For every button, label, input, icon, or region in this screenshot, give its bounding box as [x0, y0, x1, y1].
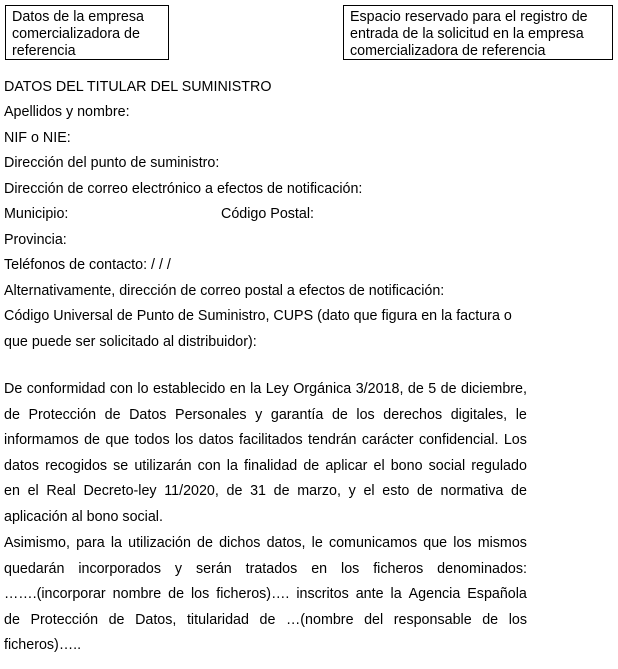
phones-field-label: Teléfonos de contacto: / / /: [4, 257, 171, 273]
paragraph-line: [4, 479, 527, 505]
word: de: [108, 611, 125, 628]
word: y: [348, 483, 356, 500]
word: de: [482, 611, 499, 628]
paragraph-line: [4, 531, 527, 557]
word: derechos: [383, 406, 443, 423]
word: Protección: [28, 406, 97, 423]
nif-field-label: NIF o NIE:: [4, 130, 71, 146]
paragraph-line-text: aplicación al bono social.: [4, 508, 163, 525]
company-data-line: comercializadora de: [12, 26, 140, 42]
word: los: [508, 611, 527, 628]
word: en: [229, 381, 246, 397]
word: de: [84, 432, 100, 449]
word: diciembre,: [461, 381, 527, 397]
word: Decreto-ley: [83, 483, 157, 500]
word: tendrán: [308, 432, 357, 449]
word: la: [250, 381, 262, 397]
registry-reserved-line: entrada de la solicitud en la empresa: [350, 26, 584, 42]
word: de: [331, 406, 348, 423]
paragraph-line: [4, 505, 527, 531]
supply-address-field-label: Dirección del punto de suministro:: [4, 155, 220, 171]
word: de: [4, 611, 20, 628]
paragraph-line-text: ficheros)…..: [4, 637, 82, 654]
registry-reserved-line: Espacio reservado para el registro de: [350, 9, 588, 25]
paragraph-line: [4, 557, 527, 583]
word: todos: [134, 432, 170, 449]
word: de: [259, 611, 276, 628]
word: tratados: [245, 560, 298, 577]
provincia-field-label: Provincia:: [4, 232, 67, 248]
word: para: [76, 535, 105, 551]
paragraph-line: [4, 403, 527, 429]
word: utilizarán: [134, 457, 192, 474]
word: de: [273, 483, 290, 500]
postal-address-field-label: Alternativamente, dirección de correo postal a efectos de notificación:: [4, 283, 445, 299]
word: de: [303, 457, 320, 474]
word: Datos: [129, 406, 167, 423]
word: responsable: [393, 611, 472, 628]
word: inscritos: [296, 586, 349, 603]
word: bono: [390, 457, 423, 474]
word: 11/2020,: [164, 483, 219, 500]
word: incorporados: [78, 560, 161, 577]
paragraph-line: [4, 633, 527, 659]
registry-reserved-line: comercializadora de referencia: [350, 43, 546, 59]
word: los: [191, 586, 210, 603]
paragraph-line: [4, 377, 527, 403]
word: con: [197, 457, 221, 474]
word: ante: [355, 586, 384, 603]
postal-code-field-label: Código Postal:: [221, 206, 314, 222]
word: confidencial.: [418, 432, 499, 449]
word: Personales: [175, 406, 247, 423]
word: del: [364, 611, 384, 628]
word: la: [226, 457, 238, 474]
word: la: [390, 586, 402, 603]
section-title: DATOS DEL TITULAR DEL SUMINISTRO: [4, 79, 272, 95]
municipio-field-label: Municipio:: [4, 206, 69, 222]
word: garantía: [270, 406, 324, 423]
word: de: [407, 381, 424, 397]
registry-reserved-box: [343, 5, 613, 60]
word: 31: [250, 483, 266, 500]
word: de: [226, 483, 243, 500]
word: Orgánica: [293, 381, 352, 397]
data-protection-paragraph: [4, 377, 527, 531]
word: De: [4, 381, 23, 397]
word: establecido: [152, 381, 226, 397]
word: ficheros)….: [216, 586, 290, 603]
company-data-box: [5, 5, 169, 60]
word: recogidos: [45, 457, 108, 474]
word: de: [511, 483, 527, 500]
word: y: [255, 406, 263, 423]
word: de: [104, 406, 121, 423]
word: lo: [137, 381, 149, 397]
word: nombre: [112, 586, 162, 603]
word: 3/2018,: [355, 381, 404, 397]
word: Protección: [30, 611, 99, 628]
word: …(nombre: [285, 611, 354, 628]
word: se: [113, 457, 129, 474]
company-data-line: Datos de la empresa: [12, 9, 144, 25]
word: Agencia: [408, 586, 461, 603]
word: en: [311, 560, 328, 577]
word: 5: [428, 381, 437, 397]
word: la: [110, 535, 122, 551]
word: datos: [198, 432, 234, 449]
paragraph-line: [4, 454, 527, 480]
word: datos,: [266, 535, 306, 551]
word: de: [197, 535, 213, 551]
word: mismos: [477, 535, 527, 551]
data-files-paragraph: [4, 531, 527, 659]
word: utilización: [128, 535, 191, 551]
word: y: [174, 560, 183, 577]
word: titularidad: [186, 611, 249, 628]
word: que: [105, 432, 130, 449]
company-data-line: referencia: [12, 43, 76, 59]
paragraph-line: [4, 608, 527, 634]
cups-field-label: Código Universal de Punto de Suministro, CUPS (dato que figura en la factura o: [4, 308, 512, 324]
word: aplicar: [325, 457, 368, 474]
email-field-label: Dirección de correo electrónico a efectos de notificación:: [4, 181, 363, 197]
word: de: [440, 381, 457, 397]
word: le: [515, 406, 527, 423]
word: normativa: [440, 483, 504, 500]
paragraph-line: [4, 582, 527, 608]
word: digitales,: [450, 406, 508, 423]
word: regulado: [471, 457, 527, 474]
word: con: [109, 381, 133, 397]
word: en: [4, 483, 20, 500]
word: facilitados: [239, 432, 303, 449]
apellidos-field-label: Apellidos y nombre:: [4, 104, 130, 120]
word: datos: [4, 457, 39, 474]
word: carácter: [361, 432, 414, 449]
word: conformidad: [26, 381, 106, 397]
word: los: [356, 406, 375, 423]
word: esto: [382, 483, 410, 500]
word: le: [311, 535, 323, 551]
word: ficheros: [373, 560, 424, 577]
word: de: [416, 483, 433, 500]
word: serán: [195, 560, 232, 577]
word: de: [4, 406, 20, 423]
word: …….(incorporar: [4, 586, 106, 603]
cups-field-label-cont: que puede ser solicitado al distribuidor):: [4, 334, 257, 350]
word: Asimismo,: [4, 535, 70, 551]
word: los: [175, 432, 194, 449]
word: que: [423, 535, 448, 551]
word: dichos: [219, 535, 261, 551]
word: informamos: [4, 432, 79, 449]
word: el: [373, 457, 385, 474]
word: Real: [46, 483, 76, 500]
word: el: [27, 483, 39, 500]
word: Los: [503, 432, 527, 449]
word: el: [363, 483, 375, 500]
word: social: [428, 457, 466, 474]
paragraph-line: [4, 428, 527, 454]
word: Ley: [265, 381, 289, 397]
word: de: [168, 586, 185, 603]
word: finalidad: [243, 457, 298, 474]
word: Española: [467, 586, 527, 603]
word: quedarán: [4, 560, 65, 577]
word: denominados:: [437, 560, 527, 577]
word: los: [341, 560, 360, 577]
word: los: [453, 535, 472, 551]
word: comunicamos: [328, 535, 418, 551]
word: Datos,: [135, 611, 177, 628]
word: marzo,: [297, 483, 341, 500]
